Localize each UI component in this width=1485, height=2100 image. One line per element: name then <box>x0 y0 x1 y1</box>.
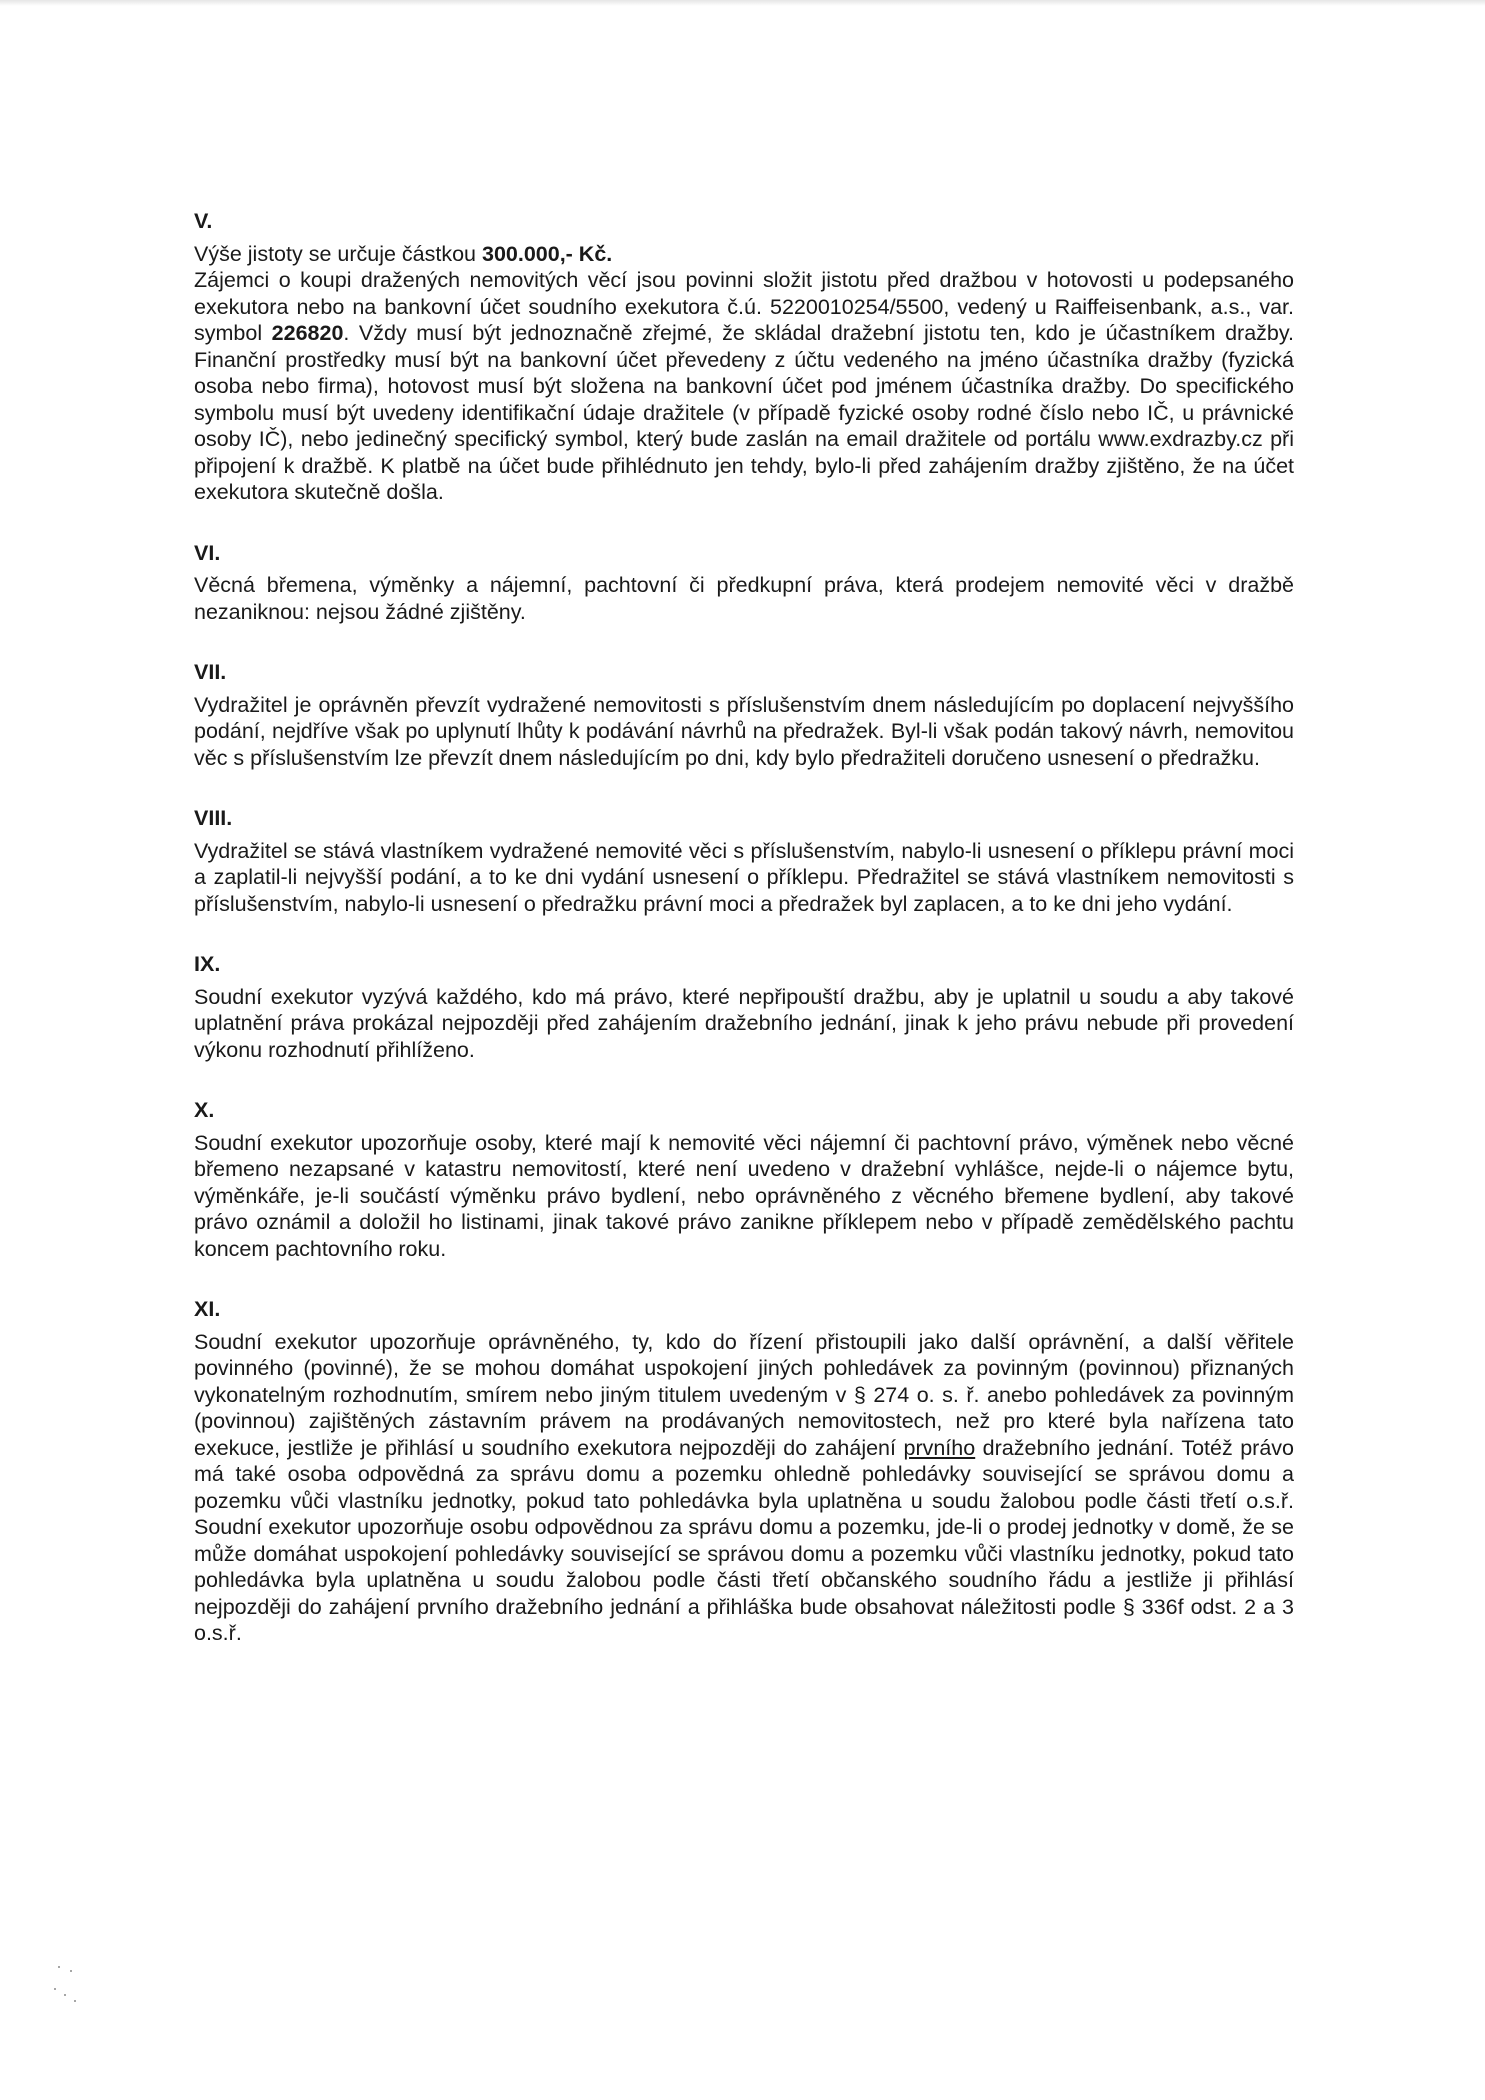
section-vii <box>194 659 1294 771</box>
security-amount-prefix: Výše jistoty se určuje částkou <box>194 241 482 266</box>
section-v <box>194 208 1294 506</box>
section-text-part: . Vždy musí být jednoznačně zřejmé, že skládal dražební jistotu ten, kdo je účastníkem dražby. Finanční prostředky musí být na bankovní účet převedeny z účtu vedeného na jméno účastníka dražby (fyzická osoba nebo firma), hotovost musí být složena na bankovní účet pod jménem účastníka dražby. Do specifického symbolu musí být uvedeny identifikační údaje dražitele (v případě fyzické osoby rodné číslo nebo IČ, u právnické osoby IČ), nebo jedinečný specifický symbol, který bude zaslán na email dražitele od portálu www.exdrazby.cz při připojení k dražbě. K platbě na účet bude přihlédnuto jen tehdy, bylo-li před zahájením dražby zjištěno, že na účet exekutora skutečně došla. <box>194 321 1294 504</box>
section-paragraph: Soudní exekutor upozorňuje osoby, které mají k nemovité věci nájemní či pachtovní právo, výměnek nebo věcné břemeno nezapsané v katastru nemovitostí, které není uvedeno v dražební vyhlášce, nejde-li o nájemce bytu, výměnkáře, je-li součástí výměnku právo bydlení, nebo oprávněného z věcného břemene bydlení, aby takové právo oznámil a doložil ho listinami, jinak takové právo zanikne příklepem nebo v případě zemědělského pachtu koncem pachtovního roku. <box>194 1130 1294 1261</box>
document-body <box>194 208 1294 1681</box>
security-amount-suffix: . <box>606 241 613 266</box>
section-paragraph: Vydražitel je oprávněn převzít vydražené nemovitosti s příslušenstvím dnem následujícím po doplacení nejvyššího podání, nejdříve však po uplynutí lhůty k podávání návrhů na předražek. Byl-li však podán takový návrh, nemovitou věc s příslušenstvím lze převzít dnem následujícím po dni, kdy bylo předražiteli doručeno usnesení o předražku. <box>194 692 1294 770</box>
section-text-part: Soudní exekutor upozorňuje oprávněného, ty, kdo do řízení přistoupili jako další oprávnění, a další věřitele povinného (povinné), že se mohou domáhat uspokojení jiných pohledávek za povinným (povinnou) přiznaných vykonatelným rozhodnutím, smírem nebo jiným titulem uvedeným v § 274 o. s. ř. anebo pohledávek za povinným (povinnou) zajištěných zástavním právem na prodávaných nemovitostech, než pro které byla nařízena tato exekuce, jestliže je přihlásí u soudního exekutora nejpozději do zahájení <box>194 1329 1294 1460</box>
section-viii <box>194 805 1294 917</box>
section-heading: XI. <box>194 1297 221 1321</box>
section-heading: VII. <box>194 660 227 684</box>
security-amount: 300.000,- Kč <box>481 241 607 266</box>
section-ix <box>194 951 1294 1063</box>
scan-edge-shadow <box>0 0 1485 6</box>
scan-speck <box>54 1988 56 1990</box>
scan-specks <box>50 1960 90 2010</box>
scan-speck <box>74 2000 76 2002</box>
section-heading: VI. <box>194 540 221 565</box>
section-heading: X. <box>194 1098 215 1122</box>
scan-speck <box>58 1966 60 1968</box>
scan-speck <box>64 1994 66 1996</box>
section-paragraph: Soudní exekutor vyzývá každého, kdo má právo, které nepřipouští dražbu, aby je uplatnil u soudu a aby takové uplatnění práva prokázal nejpozději před zahájením dražebního jednání, jinak k jeho právu nebude při provedení výkonu rozhodnutí přihlíženo. <box>194 984 1294 1062</box>
section-paragraph <box>194 1329 1294 1647</box>
section-heading: V. <box>194 209 213 233</box>
section-text-part: dražebního jednání. Totéž právo má také osoba odpovědná za správu domu a pozemku ohledně pohledávky související se správou domu a pozemku vůči vlastníku jednotky, pokud tato pohledávka byla uplatněna u soudu žalobou podle části třetí o.s.ř. Soudní exekutor upozorňuje osobu odpovědnou za správu domu a pozemku, jde-li o prodej jednotky v domě, že se může domáhat uspokojení pohledávky související se správou domu a pozemku vůči vlastníku jednotky, pokud tato pohledávka byla uplatněna u soudu žalobou podle části třetí občanského soudního řádu a jestliže ji přihlásí nejpozději do zahájení prvního dražebního jednání a přihláška bude obsahovat náležitosti podle § 336f odst. 2 a 3 o.s.ř. <box>194 1435 1294 1645</box>
section-paragraph: Vydražitel se stává vlastníkem vydražené nemovité věci s příslušenstvím, nabylo-li usnesení o příklepu právní moci a zaplatil-li nejvyšší podání, a to ke dni vydání usnesení o příklepu. Předražitel se stává vlastníkem nemovitosti s příslušenstvím, nabylo-li usnesení o předražku právní moci a předražek byl zaplacen, a to ke dni jeho vydání. <box>194 838 1294 916</box>
section-text-part: Zájemci o koupi dražených nemovitých věcí jsou povinni složit jistotu před dražbou v hotovosti u podepsaného exekutora nebo na bankovní účet soudního exekutora č.ú. 5220010254/5500, vedený u Raiffeisenbank, a.s., var. symbol <box>194 268 1294 345</box>
section-vi <box>194 540 1294 626</box>
scan-speck <box>70 1970 72 1972</box>
variable-symbol: 226820 <box>271 321 344 345</box>
section-xi <box>194 1296 1294 1647</box>
section-x <box>194 1097 1294 1262</box>
underlined-word: prvního <box>903 1435 976 1460</box>
section-paragraph: Věcná břemena, výměnky a nájemní, pachtovní či předkupní práva, která prodejem nemovité věci v dražbě nezaniknou: nejsou žádné zjištěny. <box>194 573 1294 624</box>
section-heading: VIII. <box>194 806 233 830</box>
section-paragraph <box>194 267 1294 506</box>
security-amount-line <box>194 241 1294 268</box>
section-heading: IX. <box>194 952 221 976</box>
